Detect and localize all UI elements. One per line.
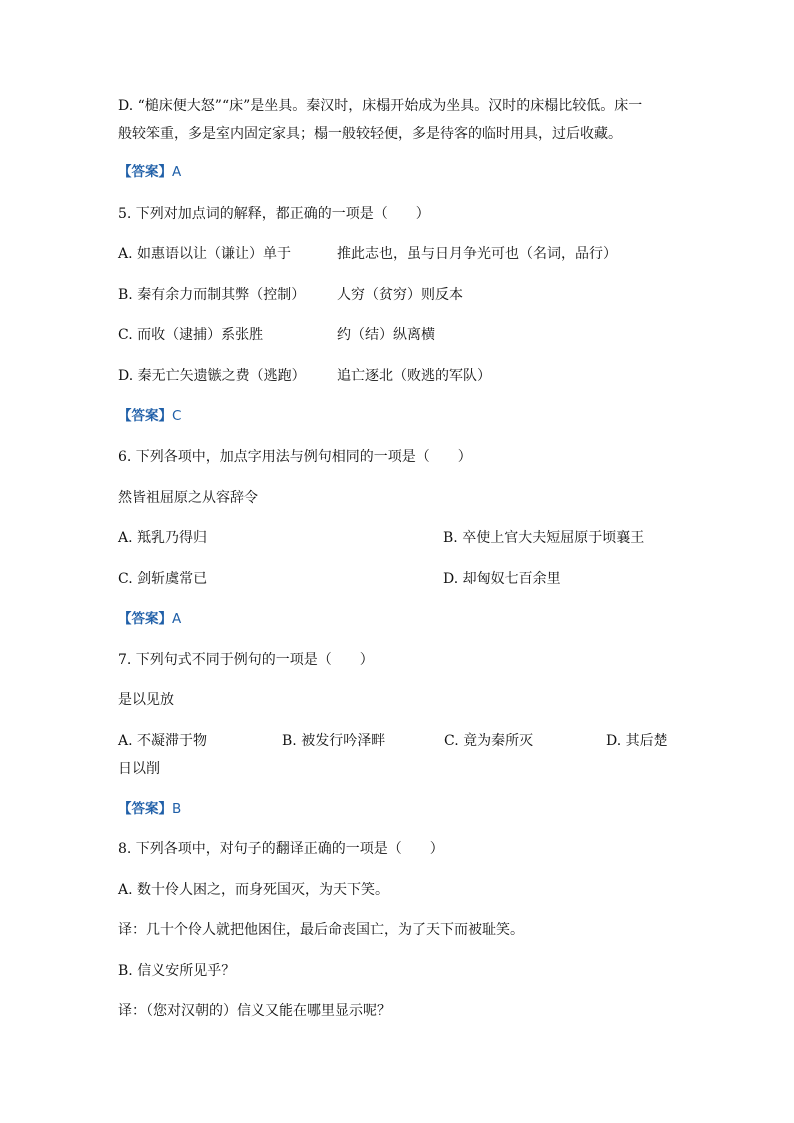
q5-option-b-right: 人穷（贫穷）则反本 (337, 287, 463, 303)
q6-option-d: D. 却匈奴七百余里 (443, 571, 561, 587)
q5-option-d-right: 追亡逐北（败逃的军队） (337, 368, 491, 384)
q8-option-b-translation: 译：（您对汉朝的）信义又能在哪里显示呢？ (118, 1003, 391, 1019)
q5-option-c-right: 约（结）纵离横 (337, 327, 435, 343)
q8-option-a: A. 数十伶人困之，而身死国灭，为天下笑。 (118, 882, 390, 898)
q5-option-b-left: B. 秦有余力而制其弊（控制） (118, 287, 306, 303)
q7-option-a: A. 不凝滞于物 (118, 733, 208, 749)
answer-label: 【答案】 (118, 801, 172, 817)
q4-option-d-line2: 般较笨重，多是室内固定家具；榻一般较轻便，多是待客的临时用具，过后收藏。 (118, 126, 622, 142)
q5-option-c-left: C. 而收（逮捕）系张胜 (118, 327, 264, 343)
answer-value: A (172, 611, 182, 627)
q7-stem: 7. 下列句式不同于例句的一项是（ ） (118, 652, 374, 668)
answer-value: B (172, 801, 182, 817)
answer-label: 【答案】 (118, 164, 172, 180)
answer-label: 【答案】 (118, 408, 172, 424)
q5-option-a-left: A. 如惠语以让（谦让）单于 (118, 246, 292, 262)
answer-value: C (172, 408, 182, 424)
q7-answer (118, 799, 181, 819)
q7-option-d: D. 其后楚 (606, 733, 668, 749)
answer-label: 【答案】 (118, 611, 172, 627)
q7-option-d-continued: 日以削 (118, 761, 160, 777)
answer-value: A (172, 164, 182, 180)
q6-example: 然皆祖屈原之从容辞令 (118, 490, 258, 506)
q6-option-a: A. 羝乳乃得归 (118, 530, 208, 546)
q7-example: 是以见放 (118, 692, 174, 708)
q5-option-d-left: D. 秦无亡矢遗镞之费（逃跑） (118, 368, 306, 384)
q6-option-b: B. 卒使上官大夫短屈原于顷襄王 (443, 530, 645, 546)
q8-option-a-translation: 译：几十个伶人就把他困住，最后命丧国亡，为了天下而被耻笑。 (118, 922, 524, 938)
q6-answer (118, 609, 181, 629)
q7-option-c: C. 竟为秦所灭 (444, 733, 534, 749)
q5-option-a-right: 推此志也，虽与日月争光可也（名词，品行） (337, 246, 617, 262)
q5-stem: 5. 下列对加点词的解释，都正确的一项是（ ） (118, 206, 430, 222)
q8-option-b: B. 信义安所见乎？ (118, 963, 236, 979)
q6-stem: 6. 下列各项中，加点字用法与例句相同的一项是（ ） (118, 449, 472, 465)
q6-option-c: C. 剑斩虞常已 (118, 571, 208, 587)
q7-option-b: B. 被发行吟泽畔 (282, 733, 386, 749)
q4-option-d-line1: D. “槌床便大怒”“床”是坐具。秦汉时，床榻开始成为坐具。汉时的床榻比较低。床一 (118, 98, 643, 114)
q5-answer (118, 406, 181, 426)
q8-stem: 8. 下列各项中，对句子的翻译正确的一项是（ ） (118, 841, 444, 857)
q4-answer (118, 162, 181, 182)
